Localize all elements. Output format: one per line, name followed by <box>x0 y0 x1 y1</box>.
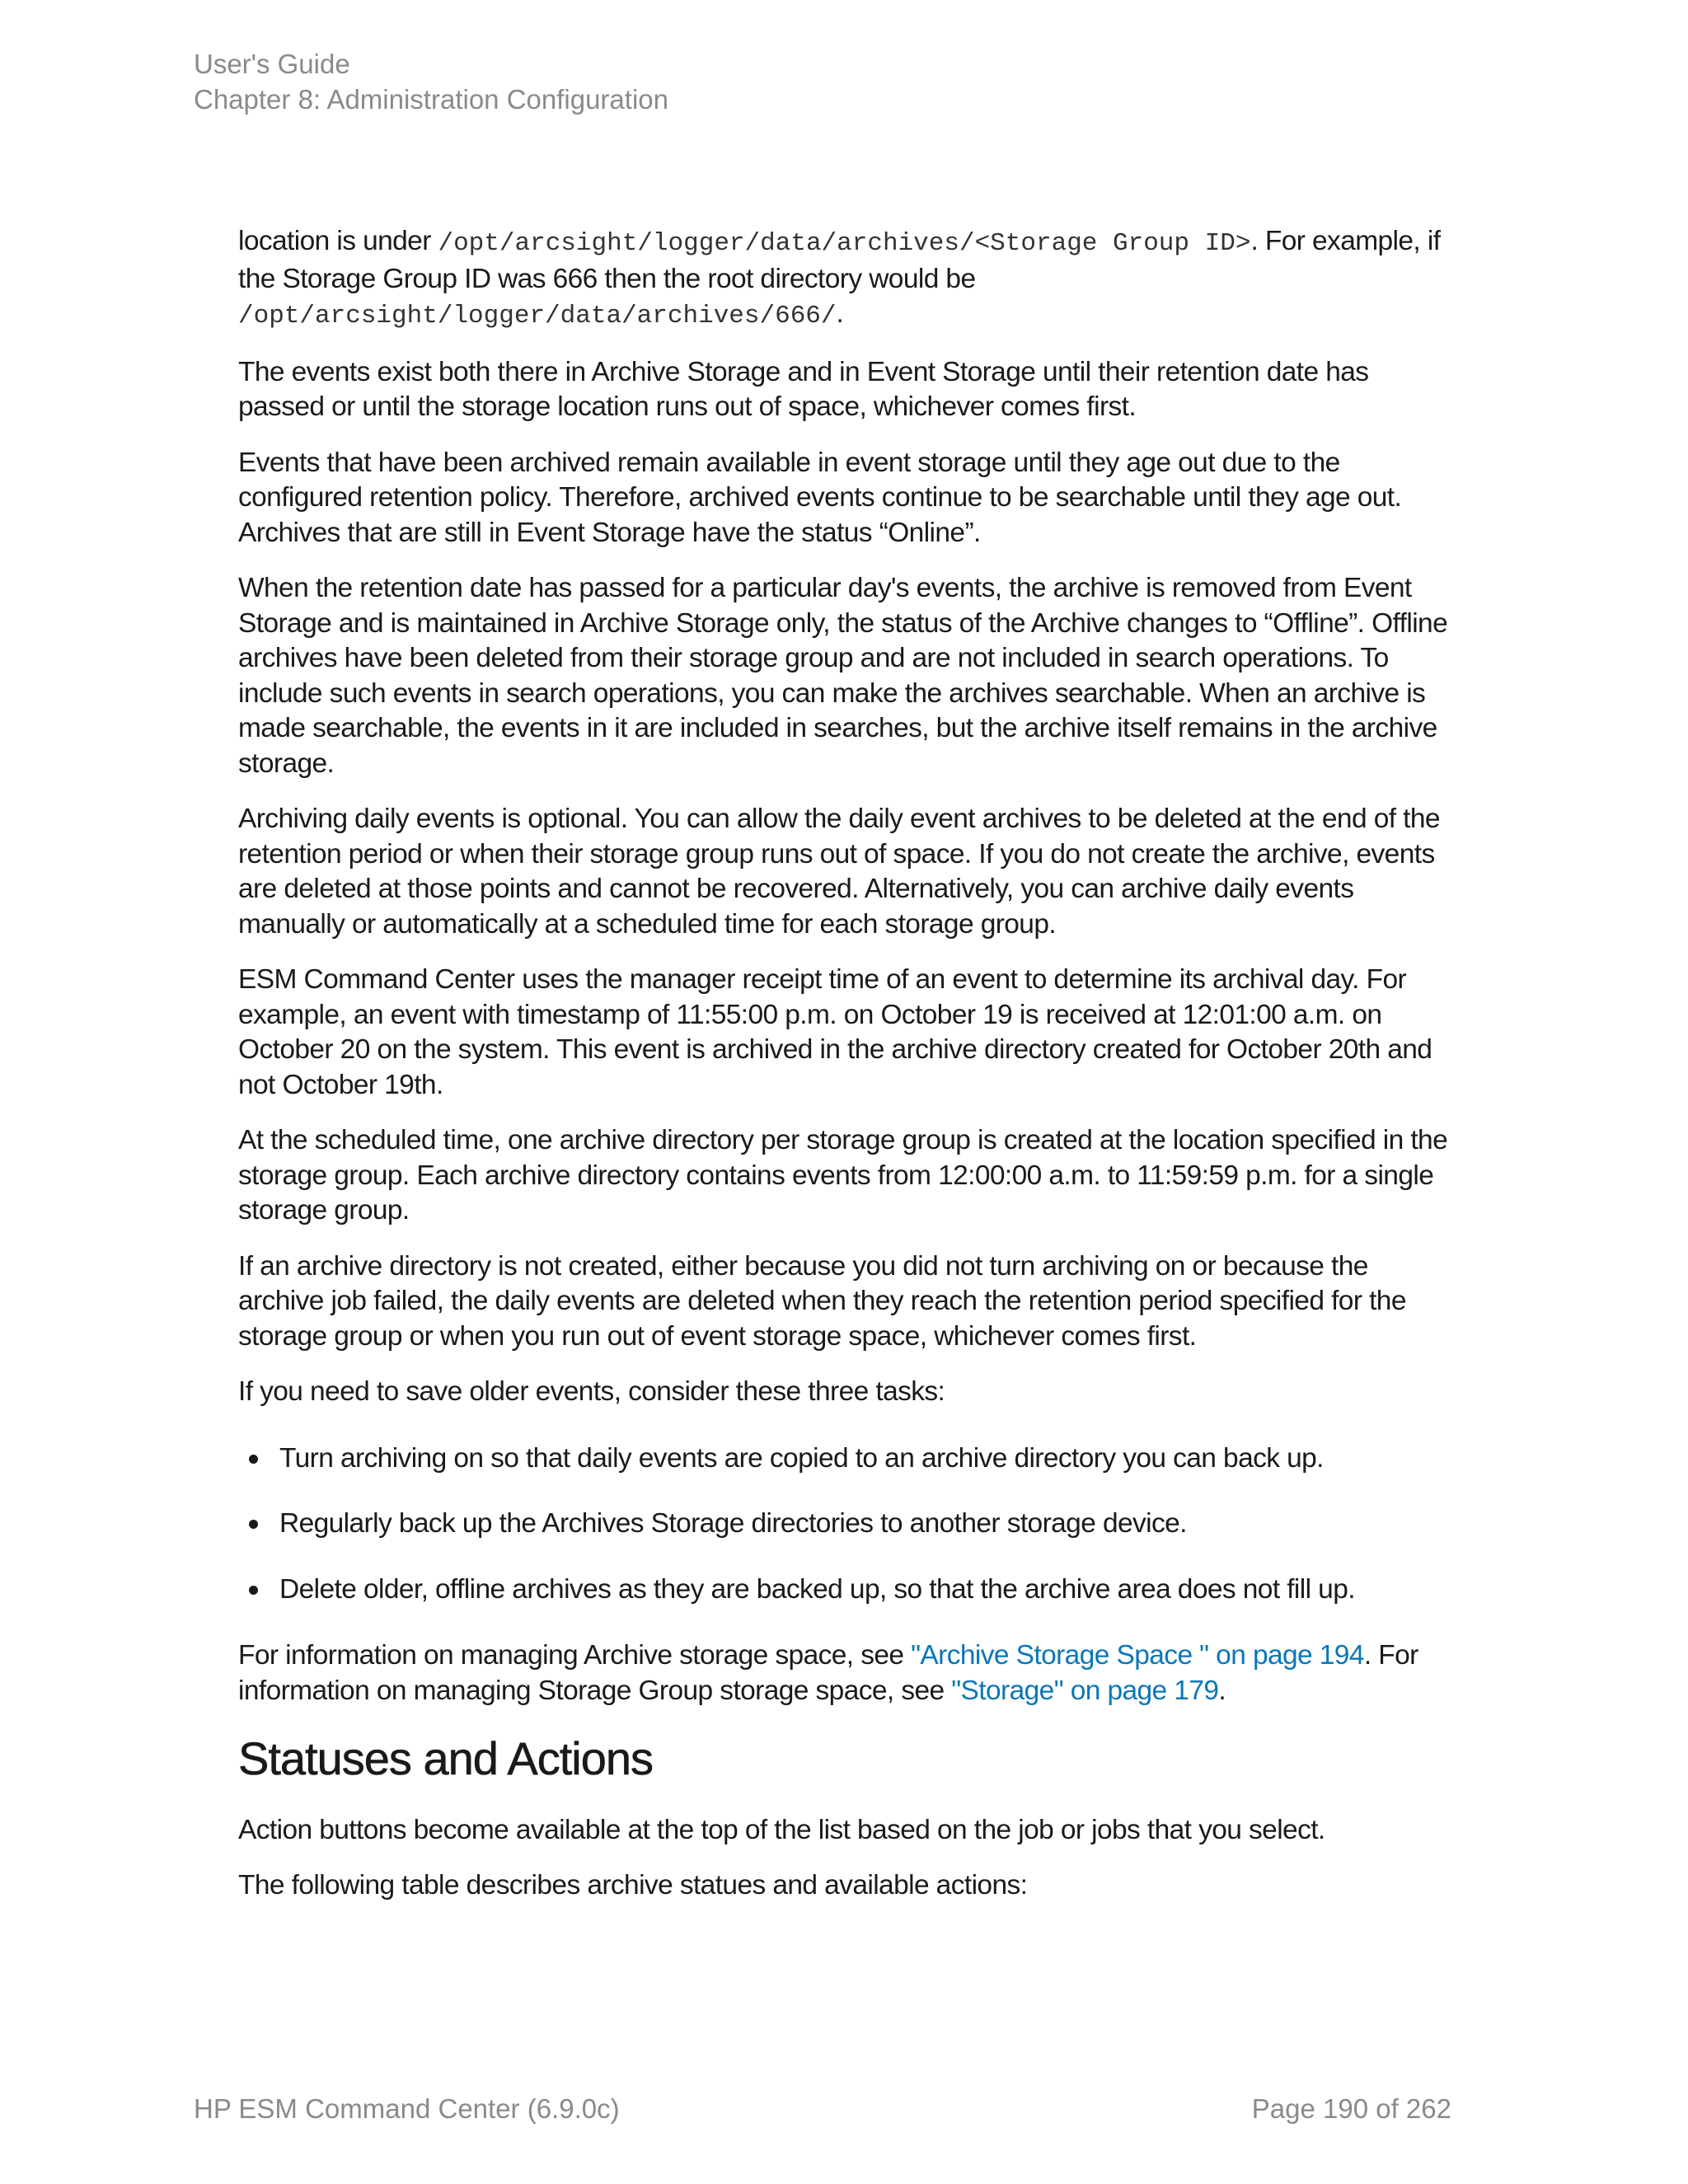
bullet-icon <box>249 1586 258 1595</box>
list-item-text: Delete older, offline archives as they are backed up, so that the archive area does not fill up. <box>279 1573 1355 1605</box>
paragraph: When the retention date has passed for a particular day's events, the archive is removed from Event Storage and is maintained in Archive Storage only, the status of the Archive changes to “Offline”. Offline archives have been deleted from their storage group and are not included in search operations. To include such events in search operations, you can make the archives searchable. When an archive is made searchable, the events in it are included in searches, but the archive itself remains in the archive storage. <box>238 573 1448 779</box>
paragraph: The events exist both there in Archive Storage and in Event Storage until their retention date has passed or until the storage location runs out of space, whichever comes first. <box>238 356 1369 422</box>
text-span: . For information on managing Storage Group storage space, see <box>238 1640 1418 1706</box>
paragraph: Events that have been archived remain available in event storage until they age out due to the configured retention policy. Therefore, archived events continue to be searchable until they age out. Archives that are still in Event Storage have the status “Online”. <box>238 447 1402 548</box>
paragraph: At the scheduled time, one archive directory per storage group is created at the location specified in the storage group. Each archive directory contains events from 12:00:00 a.m. to 11:59:59 p.m. for a single storage group. <box>238 1125 1448 1226</box>
paragraph: If you need to save older events, consider these three tasks: <box>238 1376 945 1407</box>
doc-title: User's Guide <box>194 49 350 79</box>
list-item <box>238 1572 1458 1608</box>
code-path-archive-root: /opt/arcsight/logger/data/archives/<Storage Group ID> <box>438 229 1251 258</box>
link-storage[interactable]: "Storage" on page 179 <box>951 1675 1219 1706</box>
paragraph: Archiving daily events is optional. You can allow the daily event archives to be deleted at the end of the retention period or when their storage group runs out of space. If you do not create the archive, events are deleted at those points and cannot be recovered. Alternatively, you can archive daily events manually or automatically at a scheduled time for each storage group. <box>238 804 1440 940</box>
text-span: . For example, if the Storage Group ID was 666 then the root directory would be <box>238 226 1441 294</box>
document-body <box>238 224 1458 1924</box>
footer-product: HP ESM Command Center (6.9.0c) <box>194 2093 620 2124</box>
text-span: . <box>1218 1675 1226 1706</box>
code-path-example: /opt/arcsight/logger/data/archives/666/ <box>238 302 837 330</box>
bullet-icon <box>249 1455 258 1464</box>
text-span: . <box>836 298 844 329</box>
paragraph-archive-location <box>238 224 1458 335</box>
paragraph: The following table describes archive statues and available actions: <box>238 1870 1028 1900</box>
paragraph: ESM Command Center uses the manager receipt time of an event to determine its archival day. For example, an event with timestamp of 11:55:00 p.m. on October 19 is received at 12:01:00 a.m. on October 20 on the system. This event is archived in the archive directory created for October 20th and not October 19th. <box>238 964 1432 1100</box>
footer-page-number: Page 190 of 262 <box>1251 2093 1451 2124</box>
bullet-icon <box>249 1520 258 1529</box>
list-item-text: Regularly back up the Archives Storage directories to another storage device. <box>279 1508 1187 1539</box>
list-item <box>238 1441 1458 1477</box>
list-item-text: Turn archiving on so that daily events are copied to an archive directory you can back up. <box>279 1442 1324 1474</box>
list-item <box>238 1507 1458 1542</box>
text-span: For information on managing Archive storage space, see <box>238 1640 912 1671</box>
paragraph: If an archive directory is not created, either because you did not turn archiving on or because the archive job failed, the daily events are deleted when they reach the retention period specified for the storage group or when you run out of event storage space, whichever comes first. <box>238 1250 1406 1352</box>
paragraph: Action buttons become available at the top of the list based on the job or jobs that you select. <box>238 1814 1325 1845</box>
text-span: location is under <box>238 226 438 256</box>
section-heading: Statuses and Actions <box>238 1732 654 1784</box>
page-header <box>194 46 668 117</box>
chapter-title: Chapter 8: Administration Configuration <box>194 84 668 115</box>
link-archive-storage-space[interactable]: "Archive Storage Space " on page 194 <box>911 1640 1364 1671</box>
paragraph-references <box>238 1638 1458 1708</box>
task-list <box>238 1441 1458 1608</box>
